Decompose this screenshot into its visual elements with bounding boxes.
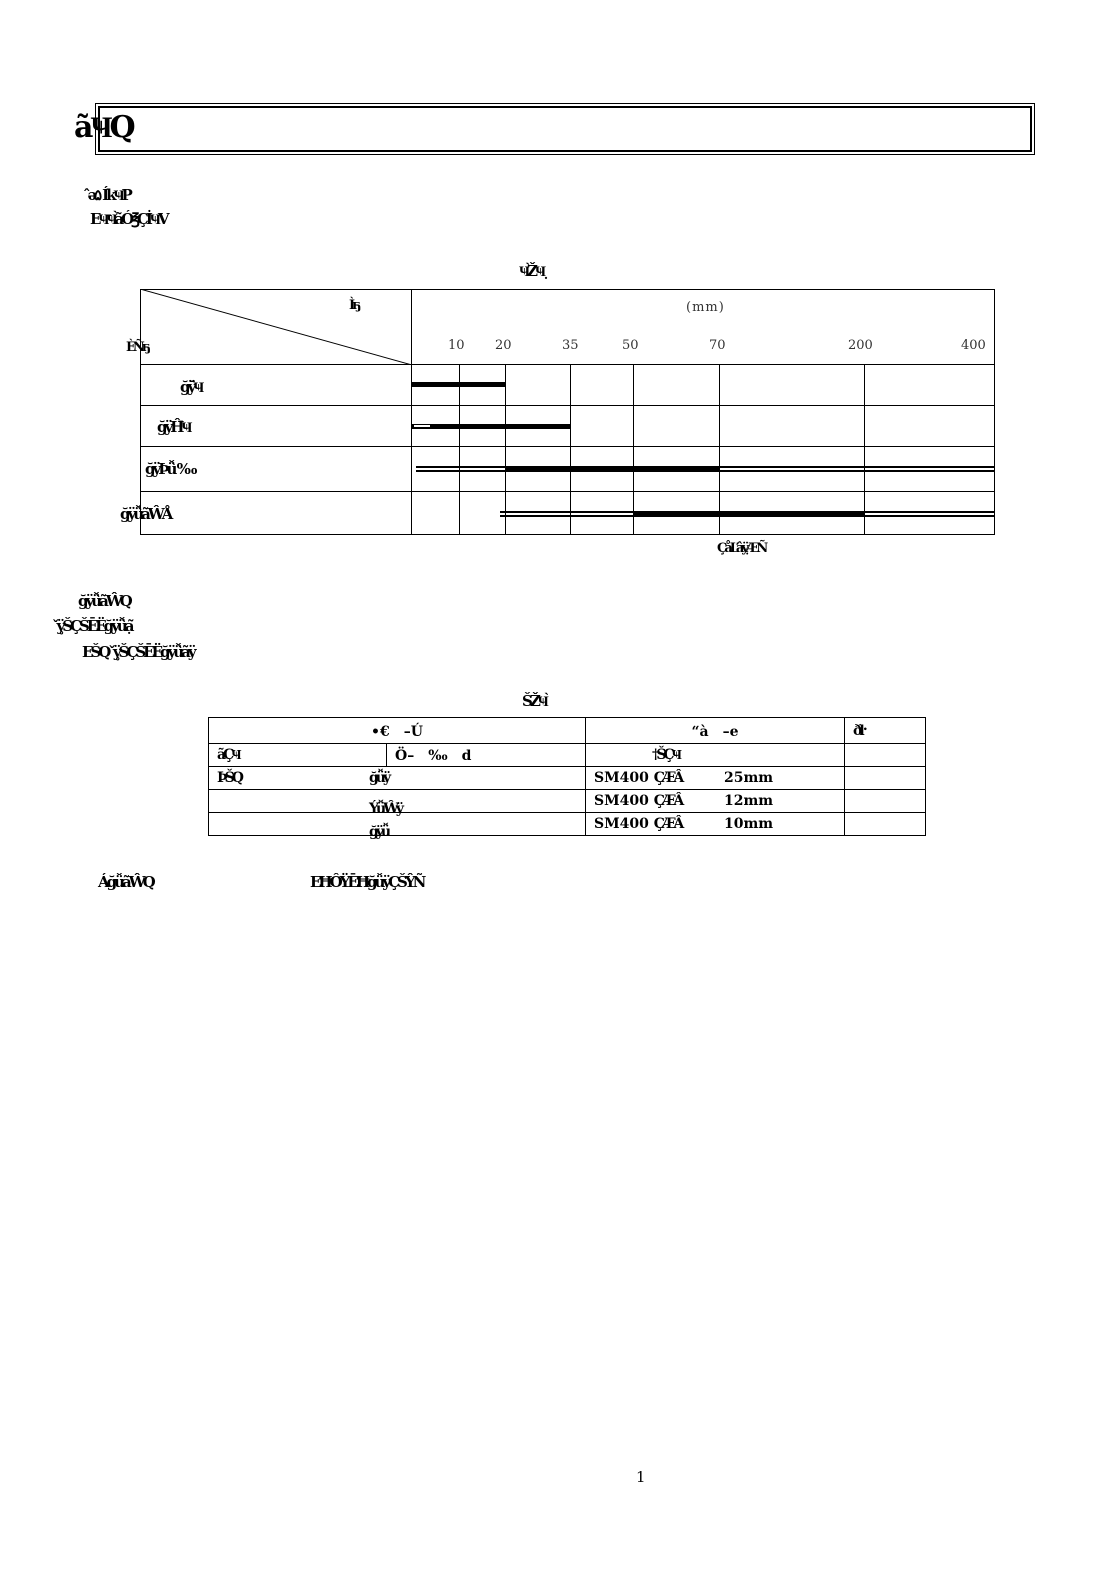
col-divider	[864, 364, 865, 535]
page-title: ãҸQ	[74, 110, 133, 145]
tick-label: 10	[448, 338, 465, 353]
table2-header-col2: “à –e	[586, 718, 845, 744]
row-divider	[140, 446, 995, 447]
row-divider	[140, 405, 995, 406]
table2-subheader-col2: †ŠÇҸ	[586, 744, 845, 767]
table2-caption: ŠŽҸ̀	[522, 692, 546, 710]
table-row	[209, 813, 926, 836]
row-label: ğÿÞǚ̀ ‰	[145, 460, 195, 478]
section2-line-3: EŠQˇÿ̥ŠÇŠĒËğÿǚ̀ãÿ	[82, 643, 194, 661]
tick-label: 20	[495, 338, 512, 353]
col-divider	[459, 364, 460, 535]
range-bar	[416, 470, 994, 472]
page-number: 1	[636, 1468, 646, 1486]
col-divider	[633, 364, 634, 535]
table2-subheader-left: ãÇҸ	[209, 744, 387, 767]
section2-line-2: ˇÿ̥ŠÇŠĒËğÿǚ̀ạ̃	[52, 617, 132, 635]
tick-label: 200	[848, 338, 873, 353]
tick-label: 70	[709, 338, 726, 353]
table-row	[209, 790, 926, 813]
row-divider	[140, 364, 995, 365]
range-bar	[412, 382, 505, 387]
material: SM400	[594, 770, 649, 786]
header-left-label: ÈÑҕ	[126, 340, 149, 355]
tick-label: 400	[961, 338, 986, 353]
size: 12mm	[724, 793, 774, 809]
table1-note: ÇåĽâỵ̈ÆÑ	[717, 541, 766, 556]
material-type: ÇÆÂ	[653, 793, 682, 809]
header-right-label: Ìҕ	[349, 298, 359, 313]
tick-label: 50	[622, 338, 639, 353]
table2-empty-cell	[845, 813, 926, 836]
size: 25mm	[724, 770, 774, 786]
item-name: ğÿǚ	[369, 824, 389, 840]
intro-line-2: EҸ̄Ҹ̀ãÓ℥ÇİҸV	[90, 210, 167, 228]
table-row	[209, 767, 926, 790]
row-left-label: ÞŠQ	[217, 770, 241, 786]
item-name: ğǚÿ	[369, 770, 389, 786]
range-bar	[412, 424, 570, 429]
footnote-right: EĦÔŸĒĦğǚÿÇŠŶÑ	[310, 873, 424, 891]
row-label: ğÿĤ̄Ҹ	[157, 418, 190, 436]
col-divider	[570, 364, 571, 535]
materials-table	[208, 717, 926, 840]
row-label: ğÿ̄Ҹ	[180, 378, 202, 396]
header-diagonal	[140, 289, 412, 365]
item-name: ÝǚŴÿ	[369, 801, 402, 817]
table2-empty-cell	[845, 767, 926, 790]
unit-label: (mm)	[686, 300, 725, 315]
material-type: ÇÆÂ	[653, 770, 682, 786]
col-divider	[505, 364, 506, 535]
row-label: ğÿǚ̀ãŴÅ	[120, 505, 171, 523]
tick-label: 35	[562, 338, 579, 353]
footnote-left: ÁğǚãŴQ	[98, 873, 153, 891]
section2-line-1: ğÿǚ̀ãŴQ	[78, 592, 130, 610]
table2-empty-cell	[845, 790, 926, 813]
table1-caption: Ҹ̀ŽҸ̣	[519, 262, 543, 280]
row-divider	[140, 491, 995, 492]
material: SM400	[594, 816, 649, 832]
range-bar	[500, 515, 994, 517]
table2-header-col3: ðŀ	[845, 718, 926, 744]
table2-header-col1: •€ –Ú	[209, 718, 586, 744]
range-bar-gap	[414, 425, 430, 427]
col-divider	[719, 364, 720, 535]
intro-line-1: ˆǝ۵ÍkҸP	[83, 186, 130, 204]
material: SM400	[594, 793, 649, 809]
table2-subheader-right: Ö– ‰ d	[387, 744, 586, 767]
size: 10mm	[724, 816, 774, 832]
col-divider	[411, 289, 412, 535]
title-frame	[95, 103, 1035, 155]
table2-empty-cell	[845, 744, 926, 767]
material-type: ÇÆÂ	[653, 816, 682, 832]
